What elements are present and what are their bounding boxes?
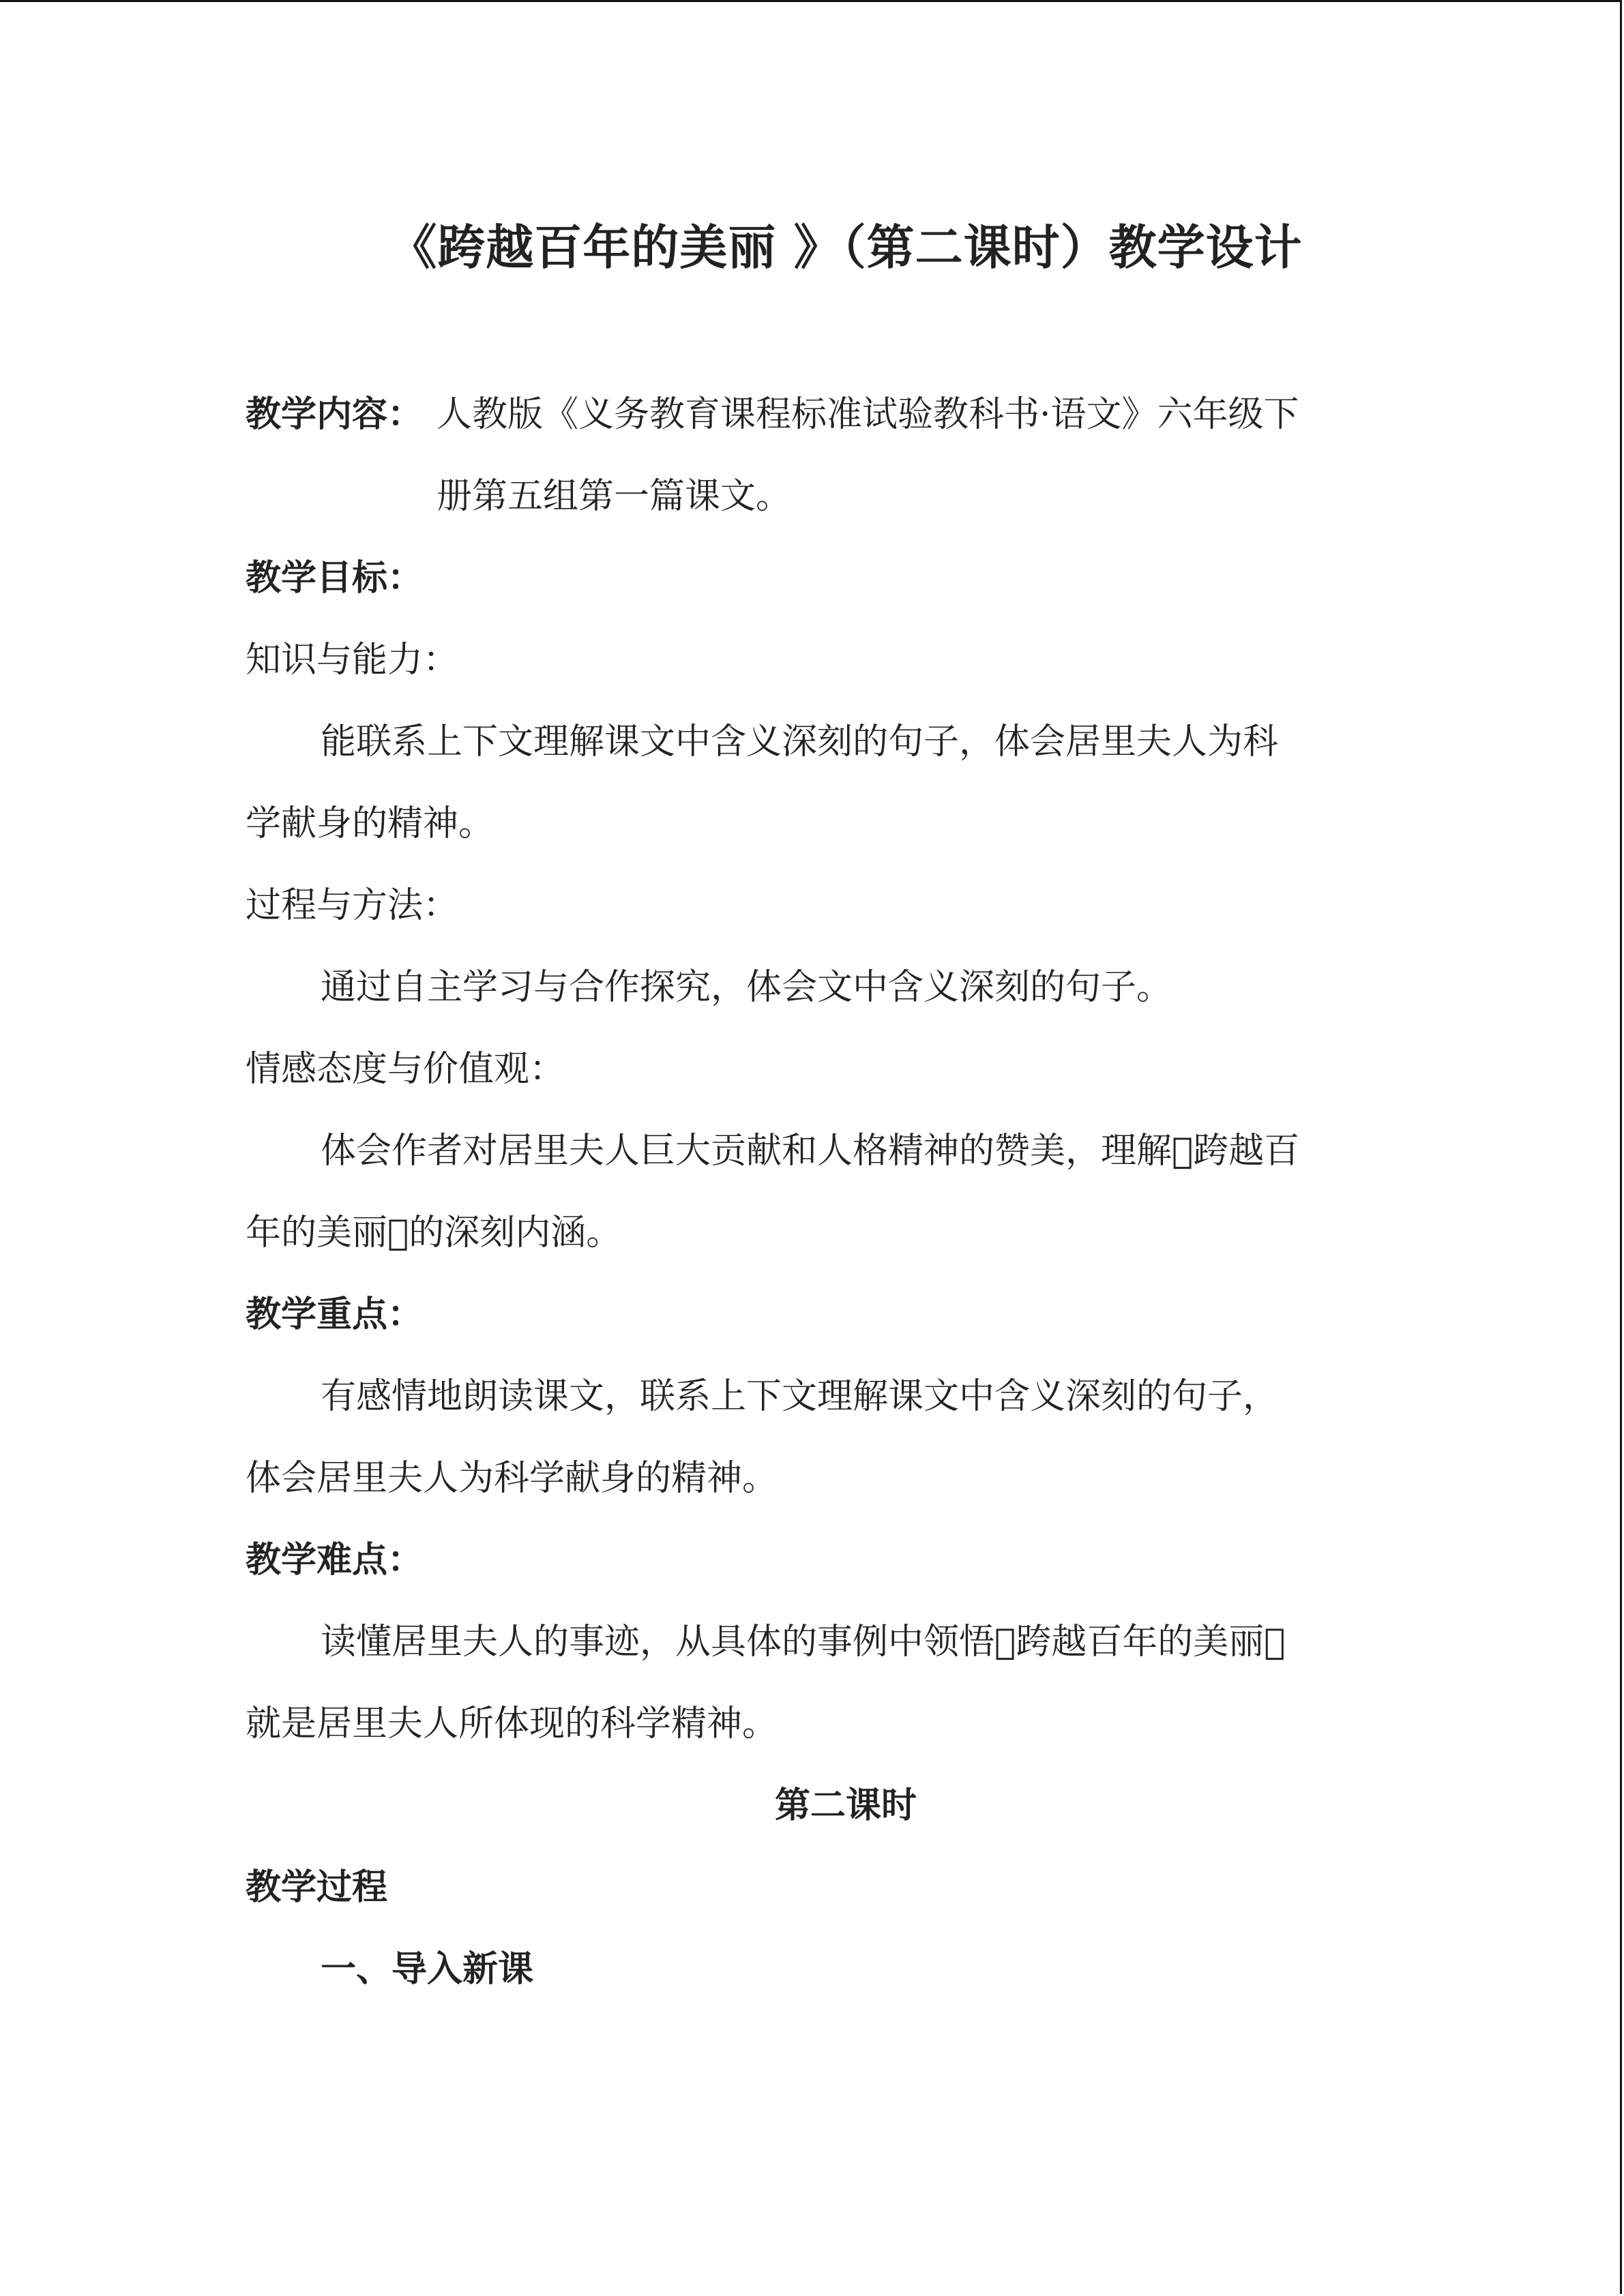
emotion-line-2: 年的美丽 的深刻内涵。	[246, 1212, 622, 1253]
content-line-2: 册第五组第一篇课文。	[437, 476, 792, 517]
emotion-line-1: 体会作者对居里夫人巨大贡献和人格精神的赞美，理解 跨越百	[321, 1131, 1300, 1172]
process-subheading: 过程与方法：	[246, 885, 459, 926]
knowledge-line-2: 学献身的精神。	[246, 803, 494, 844]
objectives-heading: 教学目标：	[246, 557, 424, 599]
key-points-line-2: 体会居里夫人为科学献身的精神。	[246, 1458, 778, 1499]
difficulty-line-1: 读懂居里夫人的事迹，从具体的事例中领悟 跨越百年的美丽 	[321, 1622, 1286, 1663]
teaching-process-heading: 教学过程	[246, 1866, 388, 1908]
difficulty-line-2: 就是居里夫人所体现的科学精神。	[246, 1703, 778, 1744]
key-points-line-1: 有感情地朗读课文，联系上下文理解课文中含义深刻的句子，	[321, 1376, 1279, 1417]
session-heading: 第二课时	[774, 1785, 917, 1826]
page-title: 《跨越百年的美丽 》（第二课时）教学设计	[389, 219, 1303, 275]
content-label: 教学内容：	[246, 393, 424, 435]
knowledge-subheading: 知识与能力：	[246, 640, 459, 681]
content-line-1: 人教版《义务教育课程标准试验教科书·语文》六年级下	[437, 394, 1299, 435]
step-one-heading: 一、导入新课	[321, 1948, 534, 1990]
emotion-subheading: 情感态度与价值观：	[246, 1049, 565, 1090]
difficulty-heading: 教学难点：	[246, 1539, 424, 1581]
knowledge-line-1: 能联系上下文理解课文中含义深刻的句子，体会居里夫人为科	[321, 721, 1279, 762]
process-line-1: 通过自主学习与合作探究，体会文中含义深刻的句子。	[321, 967, 1172, 1008]
key-points-heading: 教学重点：	[246, 1294, 424, 1335]
